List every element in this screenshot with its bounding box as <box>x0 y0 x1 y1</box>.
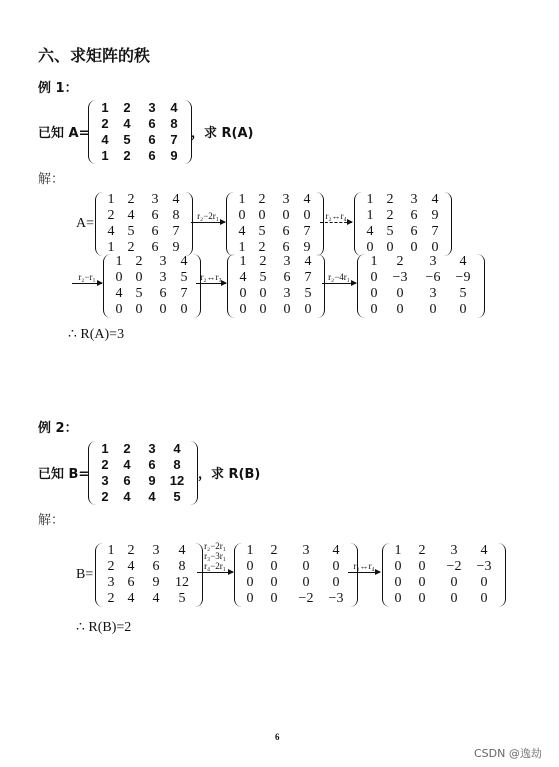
matrix-entry: 9 <box>148 473 156 488</box>
matrix-entry: 2 <box>270 543 278 558</box>
right-bracket <box>193 254 201 318</box>
matrix-entry: 0 <box>450 575 458 590</box>
matrix-entry: 0 <box>418 559 426 574</box>
matrix-entry: 2 <box>127 192 135 207</box>
matrix-entry: 4 <box>303 192 311 207</box>
matrix-row <box>365 270 477 286</box>
matrix-entry: 0 <box>303 208 311 223</box>
matrix-row <box>242 543 350 559</box>
right-arrow-icon <box>348 572 380 573</box>
example-2-matrix-1 <box>234 543 358 607</box>
example-2-arrow-1 <box>197 541 233 573</box>
matrix-entry: 6 <box>410 224 418 239</box>
matrix-entry: 1 <box>101 148 109 163</box>
example-1-statement-prefix: 已知 A= <box>38 126 90 141</box>
matrix-entry: 0 <box>159 302 167 317</box>
matrix-entry: 0 <box>180 302 188 317</box>
matrix-row <box>242 559 350 575</box>
matrix-entry: 4 <box>480 543 488 558</box>
right-bracket <box>185 192 193 256</box>
right-bracket <box>444 192 452 256</box>
matrix-row <box>103 543 195 559</box>
matrix-entry: −6 <box>425 270 441 285</box>
example-1-matrix-5 <box>357 254 485 318</box>
matrix-row <box>362 224 444 240</box>
matrix-entry: 3 <box>148 100 156 115</box>
matrix-row <box>103 208 185 224</box>
left-bracket <box>95 192 103 256</box>
matrix-entry: 0 <box>246 559 254 574</box>
matrix-entry: 0 <box>386 240 394 255</box>
matrix-entry: 3 <box>148 441 156 456</box>
matrix-row <box>111 302 193 318</box>
matrix-entry: 0 <box>270 559 278 574</box>
matrix-entry: 12 <box>169 473 185 488</box>
matrix-row <box>96 132 184 148</box>
matrix-entry: 5 <box>123 132 131 147</box>
example-1-matrix-3-grid <box>111 254 193 318</box>
example-2-op-1c: r₄−2r₁ <box>204 561 226 571</box>
example-1-op-3: r₂−r₁ <box>78 272 96 282</box>
matrix-entry: 3 <box>302 543 310 558</box>
left-bracket <box>95 543 103 607</box>
csdn-watermark: CSDN @逸劫 <box>474 747 542 760</box>
matrix-entry: 0 <box>304 302 312 317</box>
matrix-row <box>242 591 350 607</box>
matrix-entry: 4 <box>127 591 135 606</box>
matrix-entry: 0 <box>431 240 439 255</box>
left-bracket <box>227 254 235 318</box>
page-number: 6 <box>275 732 280 742</box>
matrix-entry: 9 <box>303 240 311 255</box>
matrix-entry: 0 <box>394 591 402 606</box>
matrix-row <box>235 302 317 318</box>
matrix-entry: 1 <box>246 543 254 558</box>
matrix-entry: 0 <box>396 286 404 301</box>
matrix-entry: 4 <box>239 270 247 285</box>
example-2-matrix-0-grid <box>103 543 195 607</box>
right-bracket <box>498 543 506 607</box>
matrix-entry: 5 <box>258 224 266 239</box>
matrix-entry: 6 <box>148 457 156 472</box>
example-2-op-1a: r₂−2r₁ <box>204 541 226 551</box>
matrix-row <box>96 473 190 489</box>
matrix-entry: 3 <box>450 543 458 558</box>
matrix-entry: 0 <box>246 575 254 590</box>
matrix-entry: 6 <box>410 208 418 223</box>
matrix-row <box>96 441 190 457</box>
matrix-entry: −2 <box>446 559 462 574</box>
matrix-entry: 1 <box>107 192 115 207</box>
matrix-row <box>103 192 185 208</box>
matrix-entry: 1 <box>394 543 402 558</box>
example-1-given-matrix <box>88 100 192 164</box>
matrix-entry: 0 <box>394 559 402 574</box>
matrix-entry: 1 <box>101 441 109 456</box>
matrix-entry: 4 <box>123 116 131 131</box>
matrix-entry: 0 <box>370 286 378 301</box>
left-bracket <box>88 441 96 505</box>
matrix-entry: 2 <box>386 208 394 223</box>
matrix-row <box>362 192 444 208</box>
matrix-entry: 6 <box>148 116 156 131</box>
matrix-row <box>235 286 317 302</box>
example-2-matrix-1-grid <box>242 543 350 607</box>
example-1-matrix-5-grid <box>365 254 477 318</box>
matrix-entry: 0 <box>282 208 290 223</box>
right-bracket <box>317 254 325 318</box>
matrix-entry: 0 <box>450 591 458 606</box>
matrix-entry: 6 <box>123 473 131 488</box>
matrix-entry: 0 <box>135 270 143 285</box>
matrix-entry: 7 <box>431 224 439 239</box>
left-bracket <box>382 543 390 607</box>
matrix-entry: 0 <box>396 302 404 317</box>
matrix-entry: 4 <box>304 254 312 269</box>
example-1-arrow-3 <box>72 272 102 284</box>
matrix-entry: 4 <box>178 543 186 558</box>
example-2-statement-suffix: ，求 R(B) <box>198 467 261 482</box>
example-1-matrix-4-grid <box>235 254 317 318</box>
matrix-entry: 0 <box>370 302 378 317</box>
example-1-arrow-1 <box>191 211 225 223</box>
matrix-row <box>103 224 185 240</box>
matrix-entry: 9 <box>431 208 439 223</box>
matrix-entry: 7 <box>180 286 188 301</box>
matrix-entry: 8 <box>178 559 186 574</box>
matrix-entry: 5 <box>178 591 186 606</box>
matrix-entry: 3 <box>282 192 290 207</box>
matrix-entry: 2 <box>258 192 266 207</box>
matrix-row <box>234 192 316 208</box>
matrix-entry: 6 <box>148 132 156 147</box>
example-1-solution-label: 解： <box>38 172 65 187</box>
matrix-entry: 0 <box>410 240 418 255</box>
matrix-entry: 1 <box>107 543 115 558</box>
matrix-entry: 8 <box>173 457 181 472</box>
example-1-lhs: A= <box>76 216 95 231</box>
matrix-entry: 3 <box>429 286 437 301</box>
matrix-entry: −3 <box>476 559 492 574</box>
matrix-entry: 4 <box>127 559 135 574</box>
example-2-matrix-2-grid <box>390 543 498 607</box>
matrix-entry: 0 <box>239 302 247 317</box>
matrix-entry: 3 <box>410 192 418 207</box>
example-1-matrix-4 <box>227 254 325 318</box>
example-1-matrix-0 <box>95 192 193 256</box>
matrix-entry: 0 <box>270 591 278 606</box>
section-title: 六、求矩阵的秩 <box>38 46 151 65</box>
example-1-op-5: r₂−4r₁ <box>328 272 350 282</box>
matrix-entry: 0 <box>366 240 374 255</box>
matrix-entry: 4 <box>115 286 123 301</box>
matrix-row <box>390 575 498 591</box>
matrix-row <box>362 208 444 224</box>
right-bracket <box>316 192 324 256</box>
matrix-entry: 12 <box>175 575 189 590</box>
matrix-entry: 4 <box>101 132 109 147</box>
matrix-entry: 2 <box>259 254 267 269</box>
example-1-statement-suffix: ，求 R(A) <box>191 126 254 141</box>
matrix-row <box>103 575 195 591</box>
matrix-entry: 4 <box>107 224 115 239</box>
example-2-matrix-2 <box>382 543 506 607</box>
matrix-entry: 0 <box>270 575 278 590</box>
matrix-entry: 4 <box>459 254 467 269</box>
matrix-entry: 2 <box>135 254 143 269</box>
matrix-entry: 8 <box>170 116 178 131</box>
matrix-entry: 4 <box>172 192 180 207</box>
matrix-row <box>96 116 184 132</box>
matrix-entry: 6 <box>283 270 291 285</box>
matrix-entry: 0 <box>332 575 340 590</box>
matrix-entry: 2 <box>396 254 404 269</box>
matrix-entry: 1 <box>238 240 246 255</box>
example-1-matrix-2 <box>354 192 452 256</box>
matrix-entry: 6 <box>282 240 290 255</box>
example-2-matrix-0 <box>95 543 203 607</box>
right-bracket <box>190 441 198 505</box>
example-1-op-1: r₂−2r₁ <box>197 211 219 221</box>
matrix-entry: 0 <box>332 559 340 574</box>
left-bracket <box>357 254 365 318</box>
matrix-entry: 0 <box>302 559 310 574</box>
matrix-entry: 4 <box>332 543 340 558</box>
matrix-entry: 1 <box>101 100 109 115</box>
matrix-entry: 6 <box>152 559 160 574</box>
matrix-entry: 4 <box>127 208 135 223</box>
matrix-row <box>235 254 317 270</box>
matrix-entry: 9 <box>152 575 160 590</box>
matrix-entry: 7 <box>304 270 312 285</box>
matrix-row <box>365 254 477 270</box>
matrix-entry: 3 <box>101 473 109 488</box>
matrix-entry: 7 <box>170 132 178 147</box>
matrix-entry: −3 <box>328 591 344 606</box>
matrix-entry: 0 <box>459 302 467 317</box>
matrix-entry: 2 <box>107 591 115 606</box>
matrix-entry: 0 <box>239 286 247 301</box>
matrix-entry: 1 <box>366 192 374 207</box>
example-2-given-matrix-grid <box>96 441 190 505</box>
matrix-entry: 9 <box>172 240 180 255</box>
matrix-entry: 3 <box>152 543 160 558</box>
matrix-entry: 5 <box>135 286 143 301</box>
matrix-entry: 2 <box>418 543 426 558</box>
matrix-row <box>235 270 317 286</box>
example-1-matrix-0-grid <box>103 192 185 256</box>
matrix-entry: 1 <box>115 254 123 269</box>
example-2-op-1b: r₃−3r₁ <box>204 551 226 561</box>
matrix-entry: 4 <box>152 591 160 606</box>
example-1-matrix-1-grid <box>234 192 316 256</box>
matrix-entry: 4 <box>123 489 131 504</box>
example-1-arrow-4 <box>196 272 226 284</box>
matrix-entry: 5 <box>180 270 188 285</box>
matrix-entry: 0 <box>135 302 143 317</box>
matrix-entry: 5 <box>127 224 135 239</box>
matrix-entry: 3 <box>429 254 437 269</box>
matrix-entry: 6 <box>159 286 167 301</box>
matrix-entry: 4 <box>170 100 178 115</box>
right-bracket <box>350 543 358 607</box>
example-1-matrix-1 <box>226 192 324 256</box>
example-2-label: 例 2： <box>38 421 78 436</box>
matrix-entry: 2 <box>127 240 135 255</box>
matrix-entry: −3 <box>392 270 408 285</box>
matrix-row <box>111 270 193 286</box>
matrix-entry: 1 <box>370 254 378 269</box>
matrix-entry: 0 <box>302 575 310 590</box>
matrix-row <box>234 224 316 240</box>
matrix-entry: 6 <box>151 240 159 255</box>
example-2-arrow-2 <box>348 561 380 573</box>
right-arrow-icon <box>197 572 233 573</box>
matrix-entry: 5 <box>259 270 267 285</box>
example-2-statement-prefix: 已知 B= <box>38 467 90 482</box>
example-1-matrix-2-grid <box>362 192 444 256</box>
matrix-row <box>96 489 190 505</box>
matrix-entry: 0 <box>259 286 267 301</box>
left-bracket <box>103 254 111 318</box>
example-2-result: ∴ R(B)=2 <box>76 620 132 635</box>
matrix-entry: 4 <box>180 254 188 269</box>
matrix-row <box>96 148 184 164</box>
matrix-entry: 4 <box>148 489 156 504</box>
matrix-entry: 3 <box>159 270 167 285</box>
example-1-arrow-5 <box>322 272 356 284</box>
matrix-entry: 9 <box>170 148 178 163</box>
matrix-row <box>103 559 195 575</box>
example-1-op-2: r₂↔r₄ <box>325 211 347 221</box>
matrix-entry: 0 <box>115 270 123 285</box>
example-1-arrow-2 <box>320 211 352 223</box>
matrix-row <box>390 543 498 559</box>
matrix-entry: 2 <box>101 489 109 504</box>
matrix-entry: 1 <box>366 208 374 223</box>
matrix-entry: 6 <box>282 224 290 239</box>
matrix-entry: 6 <box>151 224 159 239</box>
matrix-entry: 4 <box>123 457 131 472</box>
matrix-entry: 2 <box>101 116 109 131</box>
matrix-entry: 0 <box>259 302 267 317</box>
matrix-row <box>234 208 316 224</box>
matrix-entry: 0 <box>480 575 488 590</box>
matrix-entry: 4 <box>173 441 181 456</box>
matrix-entry: 2 <box>107 208 115 223</box>
matrix-entry: 2 <box>386 192 394 207</box>
example-2-solution-label: 解： <box>38 513 65 528</box>
matrix-entry: 0 <box>394 575 402 590</box>
matrix-entry: 1 <box>107 240 115 255</box>
matrix-entry: 0 <box>238 208 246 223</box>
matrix-entry: 5 <box>386 224 394 239</box>
matrix-entry: −2 <box>298 591 314 606</box>
matrix-entry: 0 <box>370 270 378 285</box>
matrix-entry: 8 <box>172 208 180 223</box>
matrix-entry: 7 <box>303 224 311 239</box>
left-bracket <box>354 192 362 256</box>
matrix-entry: 3 <box>159 254 167 269</box>
right-arrow-icon <box>196 283 226 284</box>
matrix-entry: 1 <box>239 254 247 269</box>
example-1-matrix-3 <box>103 254 201 318</box>
matrix-row <box>390 591 498 607</box>
matrix-entry: 2 <box>123 148 131 163</box>
matrix-row <box>96 100 184 116</box>
matrix-entry: 2 <box>123 441 131 456</box>
matrix-entry: 2 <box>123 100 131 115</box>
matrix-entry: 4 <box>366 224 374 239</box>
matrix-entry: 0 <box>246 591 254 606</box>
example-2-lhs: B= <box>76 567 94 582</box>
matrix-entry: 0 <box>283 302 291 317</box>
left-bracket <box>234 543 242 607</box>
matrix-entry: 4 <box>431 192 439 207</box>
matrix-entry: 3 <box>283 286 291 301</box>
matrix-entry: 5 <box>459 286 467 301</box>
left-bracket <box>226 192 234 256</box>
matrix-entry: 3 <box>151 192 159 207</box>
matrix-entry: 0 <box>418 575 426 590</box>
matrix-row <box>390 559 498 575</box>
matrix-entry: 5 <box>304 286 312 301</box>
matrix-entry: 7 <box>172 224 180 239</box>
matrix-entry: 2 <box>127 543 135 558</box>
matrix-entry: −9 <box>455 270 471 285</box>
right-arrow-icon <box>322 283 356 284</box>
right-arrow-icon <box>320 222 352 223</box>
example-1-label: 例 1： <box>38 81 78 96</box>
example-1-op-4: r₂↔r₃ <box>200 272 222 282</box>
matrix-entry: 1 <box>238 192 246 207</box>
matrix-entry: 3 <box>283 254 291 269</box>
right-bracket <box>477 254 485 318</box>
left-bracket <box>88 100 96 164</box>
right-arrow-icon <box>191 222 225 223</box>
matrix-entry: 2 <box>258 240 266 255</box>
matrix-entry: 0 <box>258 208 266 223</box>
example-2-given-matrix <box>88 441 198 505</box>
matrix-entry: 6 <box>151 208 159 223</box>
matrix-entry: 2 <box>107 559 115 574</box>
matrix-entry: 6 <box>127 575 135 590</box>
matrix-row <box>111 286 193 302</box>
matrix-entry: 0 <box>480 591 488 606</box>
matrix-entry: 0 <box>429 302 437 317</box>
example-1-result: ∴ R(A)=3 <box>68 327 125 342</box>
matrix-entry: 4 <box>238 224 246 239</box>
matrix-entry: 2 <box>101 457 109 472</box>
matrix-row <box>365 302 477 318</box>
matrix-entry: 0 <box>418 591 426 606</box>
matrix-row <box>242 575 350 591</box>
matrix-entry: 0 <box>115 302 123 317</box>
matrix-row <box>365 286 477 302</box>
matrix-row <box>111 254 193 270</box>
right-arrow-icon <box>72 283 102 284</box>
example-1-given-matrix-grid <box>96 100 184 164</box>
matrix-entry: 3 <box>107 575 115 590</box>
matrix-row <box>103 591 195 607</box>
matrix-entry: 6 <box>148 148 156 163</box>
matrix-row <box>96 457 190 473</box>
matrix-entry: 5 <box>173 489 181 504</box>
example-2-op-2: r₂↔r₄ <box>353 561 375 571</box>
